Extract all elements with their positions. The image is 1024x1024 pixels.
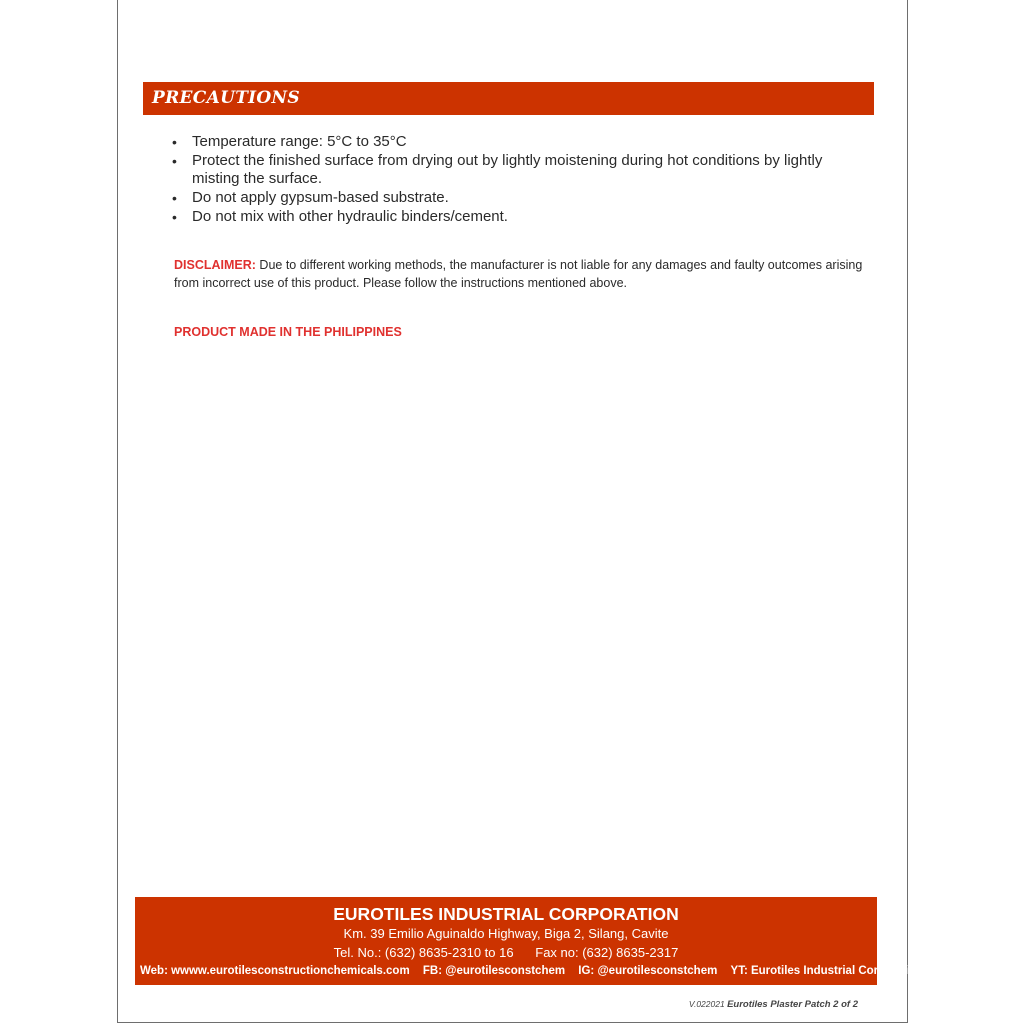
footer-banner <box>135 897 925 985</box>
company-name: EUROTILES INDUSTRIAL CORPORATION <box>333 904 679 924</box>
disclaimer-text: Due to different working methods, the manufacturer is not liable for any damages and faulty outcomes arising from incorrect use of this product. Please follow the instructions mentioned above. <box>174 258 863 290</box>
list-item: • Do not mix with other hydraulic binders/cement. <box>172 208 508 225</box>
web-link[interactable]: Web: wwww.eurotilesconstructionchemicals.com <box>140 965 410 977</box>
list-item: • Do not apply gypsum-based substrate. <box>172 189 449 206</box>
company-phone <box>135 943 877 962</box>
social-contacts <box>135 962 925 980</box>
document-page-label: Eurotiles Plaster Patch 2 of 2 <box>727 999 858 1010</box>
bullet-icon: • <box>172 209 177 225</box>
youtube-link[interactable]: YT: Eurotiles Industrial Corporation <box>730 965 925 977</box>
fax-number: Fax no: (632) 8635-2317 <box>535 945 679 960</box>
disclaimer <box>174 256 864 292</box>
precautions-title: PRECAUTIONS <box>152 88 300 108</box>
facebook-link[interactable]: FB: @eurotilesconstchem <box>422 965 566 977</box>
made-in-notice: PRODUCT MADE IN THE PHILIPPINES <box>174 325 402 339</box>
disclaimer-label: DISCLAIMER: <box>174 258 256 272</box>
bullet-icon: • <box>172 153 177 169</box>
version-footer <box>689 999 858 1010</box>
tel-number: Tel. No.: (632) 8635-2310 to 16 <box>333 945 514 960</box>
list-item: • Protect the finished surface from drying out by lightly moistening during hot conditions by lightly misting the surface. <box>172 152 823 187</box>
precautions-header <box>143 82 874 115</box>
version-code: V.022021 <box>688 999 725 1009</box>
bullet-icon: • <box>172 134 177 150</box>
bullet-icon: • <box>172 190 177 206</box>
list-item: • Temperature range: 5°C to 35°C <box>172 133 407 150</box>
instagram-link[interactable]: IG: @eurotilesconstchem <box>578 965 718 977</box>
company-address: Km. 39 Emilio Aguinaldo Highway, Biga 2, Silang, Cavite <box>343 926 669 941</box>
precautions-list <box>172 133 862 227</box>
